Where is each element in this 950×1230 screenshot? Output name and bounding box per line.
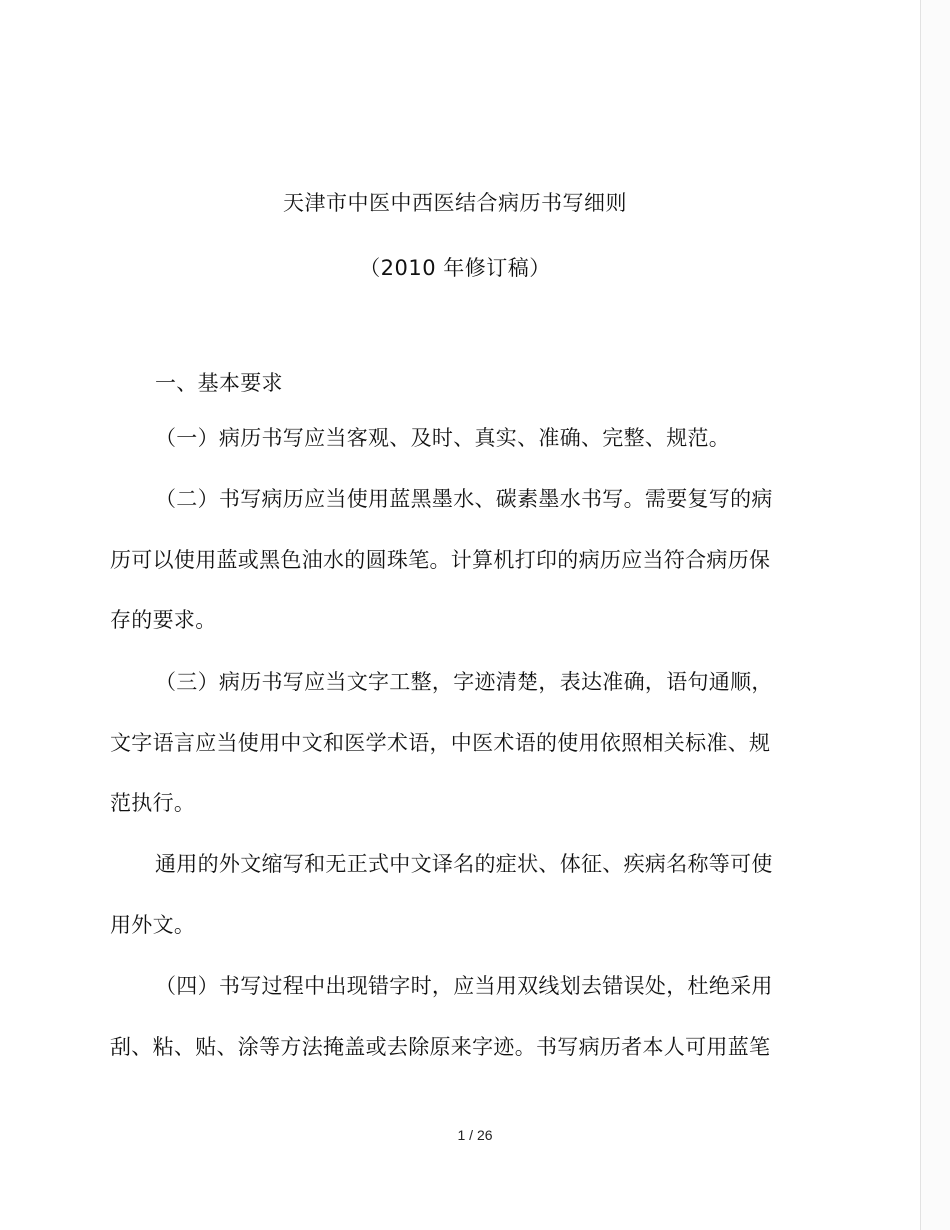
paragraph-line: 历可以使用蓝或黑色油水的圆珠笔。计算机打印的病历应当符合病历保: [110, 548, 771, 572]
paragraph-line: 用外文。: [110, 913, 196, 937]
paragraph-line: （一）病历书写应当客观、及时、真实、准确、完整、规范。: [155, 426, 731, 450]
paragraph-line: （二）书写病历应当使用蓝黑墨水、碳素墨水书写。需要复写的病: [155, 487, 773, 511]
paragraph-line: 文字语言应当使用中文和医学术语，中医术语的使用依照相关标准、规: [110, 731, 771, 755]
viewer-gutter: [921, 0, 950, 1230]
document-title: 天津市中医中西医结合病历书写细则: [283, 191, 627, 215]
paragraph-line: 刮、粘、贴、涂等方法掩盖或去除原来字迹。书写病历者本人可用蓝笔: [110, 1035, 771, 1059]
paragraph-line: 存的要求。: [110, 608, 217, 632]
page-number: 1 / 26: [457, 1127, 493, 1143]
paragraph-line: 范执行。: [110, 791, 196, 815]
document-subtitle: （2010 年修订稿）: [359, 256, 551, 280]
paragraph-line: 通用的外文缩写和无正式中文译名的症状、体征、疾病名称等可使: [155, 852, 773, 876]
paragraph-line: （四）书写过程中出现错字时，应当用双线划去错误处，杜绝采用: [155, 974, 773, 998]
paragraph-line: （三）病历书写应当文字工整，字迹清楚，表达准确，语句通顺，: [155, 670, 773, 694]
section-heading: 一、基本要求: [155, 371, 283, 395]
